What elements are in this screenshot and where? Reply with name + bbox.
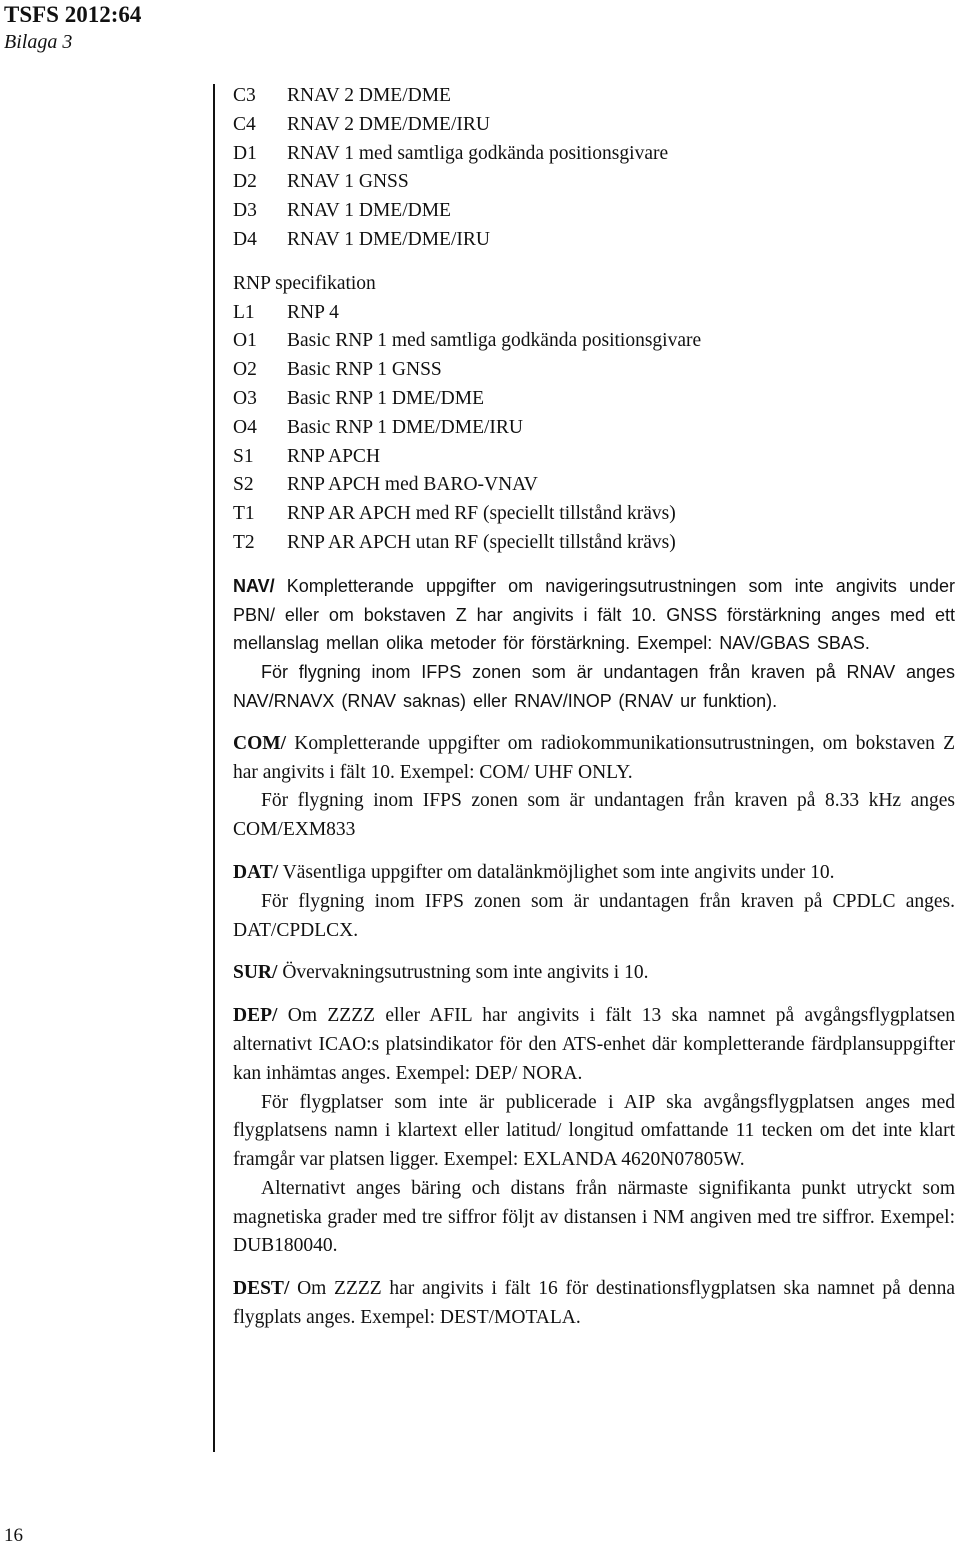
item-text: RNAV 2 DME/DME/IRU [287,113,490,135]
dest-keyword: DEST/ [233,1278,290,1300]
item-code: S2 [233,474,254,496]
list-item [233,385,955,414]
item-code: T2 [233,531,255,553]
item-text: Basic RNP 1 med samtliga godkända positionsgivare [287,330,702,352]
item-code: D4 [233,228,257,250]
rnp-list [233,299,955,558]
nav-keyword: NAV/ [233,575,275,596]
list-item [233,140,955,169]
list-item [233,197,955,226]
dat-section [233,859,955,945]
item-text: RNAV 1 med samtliga godkända positionsgivare [287,142,669,164]
item-text: RNP 4 [287,301,339,323]
item-text: RNP APCH med BARO-VNAV [287,474,538,496]
dep-paragraph-1: Om ZZZZ eller AFIL har angivits i fält 13 ska namnet på avgångsflygplatsen alternativt ICAO:s platsindikator för den ATS-enhet där kompletterande färdplansuppgifter kan inhämtas anges. Exempel: DEP/ NORA. [233,1005,955,1084]
dep-keyword: DEP/ [233,1005,278,1027]
item-code: D3 [233,200,257,222]
document-title: TSFS 2012:64 [4,2,142,27]
list-item [233,299,955,328]
list-item [233,356,955,385]
item-text: RNP AR APCH utan RF (speciellt tillstånd krävs) [287,531,676,553]
item-text: RNAV 1 DME/DME [287,200,451,222]
document-subtitle: Bilaga 3 [4,31,73,53]
list-item [233,82,955,111]
dat-keyword: DAT/ [233,861,279,883]
item-code: D2 [233,171,257,193]
list-item [233,471,955,500]
dep-paragraph-2: För flygplatser som inte är publicerade i AIP ska avgångsflygplatsen anges med flygplatsens namn i klartext eller latitud/ longitud omfattande 11 tecken om det inte klart framgår var platsen ligger. Exempel: EXLANDA 4620N07805W. [233,1091,955,1171]
list-item [233,168,955,197]
item-text: Basic RNP 1 DME/DME/IRU [287,416,523,438]
dep-paragraph-3: Alternativt anges bäring och distans från närmaste signifikanta punkt utryckt som magnetiska grader med tre siffror följt av distansen i NM angiven med tre siffror. Exempel: DUB180040. [233,1177,955,1257]
sur-paragraph-1: Övervakningsutrustning som inte angivits i 10. [277,962,649,984]
list-item [233,443,955,472]
item-text: RNAV 1 DME/DME/IRU [287,228,490,250]
item-text: RNAV 1 GNSS [287,171,409,193]
rnp-heading: RNP specifikation [233,272,376,294]
item-code: T1 [233,503,255,525]
dest-paragraph-1: Om ZZZZ har angivits i fält 16 för destinationsflygplatsen ska namnet på denna flygplats anges. Exempel: DEST/MOTALA. [233,1278,955,1329]
item-code: C4 [233,113,256,135]
com-paragraph-2: För flygning inom IFPS zonen som är undantagen från kraven på 8.33 kHz anges COM/EXM833 [233,790,955,841]
nav-section [233,572,955,716]
sur-section [233,959,955,988]
dat-paragraph-2: För flygning inom IFPS zonen som är undantagen från kraven på CPDLC anges. DAT/CPDLCX. [233,890,955,941]
list-item [233,414,955,443]
sur-keyword: SUR/ [233,962,278,984]
item-text: Basic RNP 1 DME/DME [287,387,484,409]
com-paragraph-1: Kompletterande uppgifter om radiokommunikationsutrustningen, om bokstaven Z har angivits i fält 10. Exempel: COM/ UHF ONLY. [233,732,955,783]
dat-paragraph-1: Väsentliga uppgifter om datalänkmöjlighet som inte angivits under 10. [278,861,835,883]
dep-section [233,1002,955,1261]
item-text: RNP APCH [287,445,381,467]
item-code: O2 [233,359,257,381]
list-item [233,500,955,529]
page-number: 16 [4,1525,23,1546]
com-keyword: COM/ [233,732,287,754]
item-text: RNAV 2 DME/DME [287,85,451,106]
list-item [233,111,955,140]
item-code: C3 [233,85,256,106]
dest-section [233,1275,955,1333]
item-code: O4 [233,416,257,438]
list-item [233,226,955,255]
rnav-list [233,82,955,255]
item-code: O1 [233,330,257,352]
list-item [233,327,955,356]
list-item [233,529,955,558]
com-section [233,730,955,845]
nav-paragraph-2: För flygning inom IFPS zonen som är undantagen från kraven på RNAV anges NAV/RNAVX (RNAV saknas) eller RNAV/INOP (RNAV ur funktion). [233,662,955,711]
item-code: S1 [233,445,254,467]
item-code: L1 [233,301,255,323]
item-text: RNP AR APCH med RF (speciellt tillstånd krävs) [287,503,676,525]
main-content [233,82,955,1333]
item-text: Basic RNP 1 GNSS [287,359,442,381]
nav-paragraph-1: Kompletterande uppgifter om navigeringsutrustningen som inte angivits under PBN/ eller om bokstaven Z har angivits i fält 10. GNSS förstärkning anges med ett mellanslag mellan olika metoder för förstärkning. Exempel: NAV/GBAS SBAS. [233,575,955,654]
item-code: D1 [233,142,257,164]
change-bar [213,84,215,1452]
item-code: O3 [233,387,257,409]
